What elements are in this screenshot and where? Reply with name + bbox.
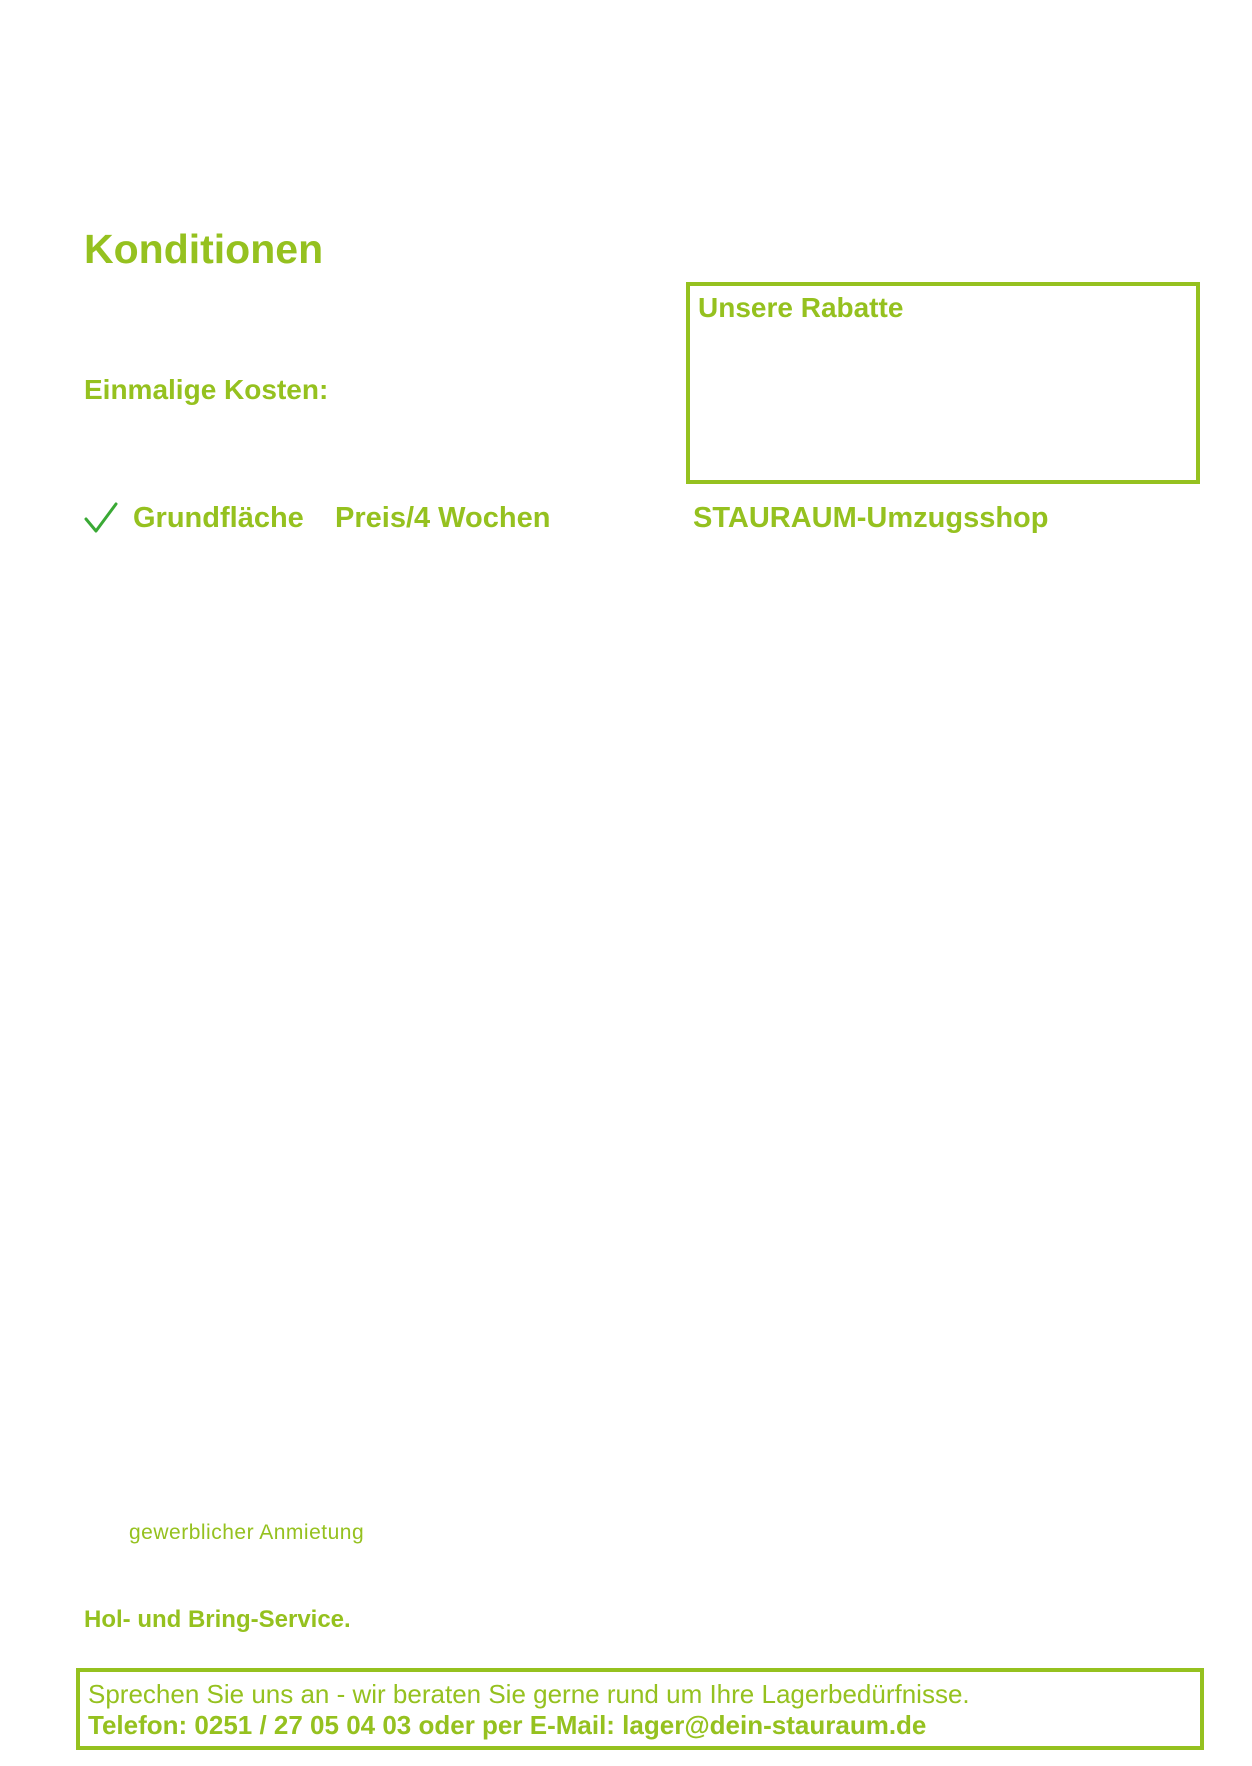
contact-details: Telefon: 0251 / 27 05 04 03 oder per E-Mail: lager@dein-stauraum.de — [88, 1710, 927, 1740]
pickup-service-text: Hol- und Bring-Service. — [84, 1606, 351, 1633]
contact-invitation: Sprechen Sie uns an - wir beraten Sie gerne rund um Ihre Lagerbedürfnisse. — [88, 1679, 970, 1709]
one-time-costs-heading: Einmalige Kosten: — [84, 374, 329, 405]
discounts-title: Unsere Rabatte — [698, 292, 904, 323]
commercial-rental-note: gewerblicher Anmietung — [129, 1521, 365, 1544]
column-header-price: Preis/4 Wochen — [335, 502, 551, 534]
page-title: Konditionen — [84, 226, 324, 272]
column-header-area: Grundfläche — [133, 502, 304, 534]
shop-heading: STAURAUM-Umzugsshop — [693, 502, 1049, 534]
contact-box — [76, 1668, 1204, 1750]
discounts-box — [686, 282, 1200, 484]
checkmark-icon — [84, 501, 118, 535]
